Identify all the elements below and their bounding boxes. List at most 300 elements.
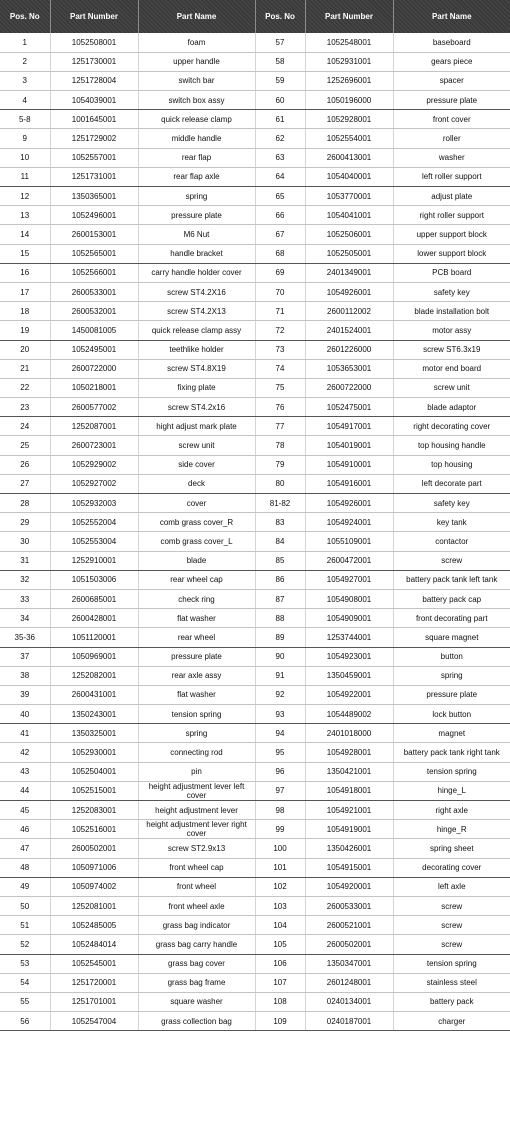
cell-part-name-right: front cover	[393, 110, 510, 129]
cell-pos-no-left: 26	[0, 455, 50, 474]
cell-part-name-right: gears piece	[393, 52, 510, 71]
cell-part-number-left: 1252082001	[50, 666, 138, 685]
cell-part-name-right: safety key	[393, 282, 510, 301]
cell-part-number-left: 1050218001	[50, 378, 138, 397]
cell-pos-no-left: 13	[0, 206, 50, 225]
cell-part-number-left: 1054039001	[50, 91, 138, 110]
cell-pos-no-left: 23	[0, 398, 50, 417]
cell-part-name-left: teethlike holder	[138, 340, 255, 359]
cell-part-number-right: 2600722000	[305, 378, 393, 397]
table-row	[0, 877, 510, 896]
cell-pos-no-left: 2	[0, 52, 50, 71]
table-row	[0, 743, 510, 762]
cell-pos-no-left: 28	[0, 494, 50, 513]
cell-part-number-right: 1054921001	[305, 801, 393, 820]
cell-pos-no-right: 93	[255, 705, 305, 724]
table-row	[0, 398, 510, 417]
cell-pos-no-left: 51	[0, 916, 50, 935]
cell-part-name-left: square washer	[138, 992, 255, 1011]
cell-pos-no-right: 58	[255, 52, 305, 71]
header-row	[0, 0, 510, 33]
cell-part-number-left: 1252910001	[50, 551, 138, 570]
cell-part-name-left: spring	[138, 724, 255, 743]
table-row	[0, 551, 510, 570]
cell-part-number-right: 1350421001	[305, 762, 393, 781]
cell-part-name-left: grass bag frame	[138, 973, 255, 992]
cell-part-name-left: switch bar	[138, 71, 255, 90]
table-row	[0, 992, 510, 1011]
cell-pos-no-left: 40	[0, 705, 50, 724]
table-row	[0, 148, 510, 167]
table-row	[0, 494, 510, 513]
cell-part-name-right: tension spring	[393, 954, 510, 973]
table-row	[0, 263, 510, 282]
cell-pos-no-left: 48	[0, 858, 50, 877]
cell-pos-no-left: 45	[0, 801, 50, 820]
cell-pos-no-right: 96	[255, 762, 305, 781]
cell-pos-no-right: 76	[255, 398, 305, 417]
cell-part-name-right: spring sheet	[393, 839, 510, 858]
cell-pos-no-left: 34	[0, 609, 50, 628]
cell-part-number-right: 2401018000	[305, 724, 393, 743]
cell-pos-no-right: 64	[255, 167, 305, 186]
cell-pos-no-right: 70	[255, 282, 305, 301]
cell-part-number-left: 1050974002	[50, 877, 138, 896]
cell-pos-no-left: 27	[0, 474, 50, 493]
cell-part-number-right: 1055109001	[305, 532, 393, 551]
cell-part-name-left: middle handle	[138, 129, 255, 148]
table-row	[0, 378, 510, 397]
cell-pos-no-right: 84	[255, 532, 305, 551]
table-row	[0, 225, 510, 244]
cell-pos-no-right: 66	[255, 206, 305, 225]
cell-part-number-left: 1052485005	[50, 916, 138, 935]
cell-part-number-right: 1054916001	[305, 474, 393, 493]
cell-part-number-right: 1050196000	[305, 91, 393, 110]
cell-part-number-left: 1052566001	[50, 263, 138, 282]
cell-pos-no-right: 71	[255, 302, 305, 321]
cell-pos-no-left: 19	[0, 321, 50, 340]
cell-pos-no-left: 14	[0, 225, 50, 244]
cell-part-number-left: 1052552004	[50, 513, 138, 532]
cell-pos-no-right: 100	[255, 839, 305, 858]
cell-part-name-left: handle bracket	[138, 244, 255, 263]
cell-part-name-left: screw unit	[138, 436, 255, 455]
cell-part-name-right: screw unit	[393, 378, 510, 397]
cell-part-name-left: quick release clamp assy	[138, 321, 255, 340]
cell-pos-no-left: 5-8	[0, 110, 50, 129]
cell-pos-no-right: 106	[255, 954, 305, 973]
cell-part-number-left: 1052515001	[50, 781, 138, 800]
cell-part-name-right: roller	[393, 129, 510, 148]
cell-part-name-left: side cover	[138, 455, 255, 474]
table-row	[0, 532, 510, 551]
cell-part-name-right: right decorating cover	[393, 417, 510, 436]
cell-part-number-left: 1052495001	[50, 340, 138, 359]
cell-pos-no-right: 85	[255, 551, 305, 570]
cell-pos-no-left: 41	[0, 724, 50, 743]
cell-pos-no-left: 1	[0, 33, 50, 52]
table-row	[0, 839, 510, 858]
table-row	[0, 609, 510, 628]
cell-part-name-right: left roller support	[393, 167, 510, 186]
cell-part-number-left: 2600722000	[50, 359, 138, 378]
cell-pos-no-left: 52	[0, 935, 50, 954]
cell-part-name-left: switch box assy	[138, 91, 255, 110]
cell-part-name-right: lower support block	[393, 244, 510, 263]
cell-pos-no-left: 10	[0, 148, 50, 167]
cell-pos-no-right: 105	[255, 935, 305, 954]
cell-part-number-right: 1052475001	[305, 398, 393, 417]
cell-part-name-left: pin	[138, 762, 255, 781]
cell-part-name-right: decorating cover	[393, 858, 510, 877]
cell-part-name-right: hinge_L	[393, 781, 510, 800]
table-row	[0, 570, 510, 589]
cell-pos-no-right: 107	[255, 973, 305, 992]
cell-part-name-right: front decorating part	[393, 609, 510, 628]
cell-part-number-left: 2600723001	[50, 436, 138, 455]
table-header	[0, 0, 510, 33]
cell-pos-no-right: 89	[255, 628, 305, 647]
cell-part-name-left: rear wheel	[138, 628, 255, 647]
cell-part-name-left: screw ST4.2x16	[138, 398, 255, 417]
table-row	[0, 935, 510, 954]
cell-part-number-left: 2600431001	[50, 685, 138, 704]
header-pos-no-right: Pos. No	[255, 0, 305, 33]
cell-part-number-left: 1052557001	[50, 148, 138, 167]
cell-pos-no-right: 97	[255, 781, 305, 800]
cell-pos-no-left: 35-36	[0, 628, 50, 647]
cell-part-number-right: 1053653001	[305, 359, 393, 378]
cell-part-number-left: 1052496001	[50, 206, 138, 225]
cell-part-name-left: upper handle	[138, 52, 255, 71]
cell-part-number-left: 1052565001	[50, 244, 138, 263]
cell-pos-no-right: 90	[255, 647, 305, 666]
cell-pos-no-left: 4	[0, 91, 50, 110]
cell-part-name-right: screw	[393, 916, 510, 935]
cell-part-name-right: charger	[393, 1012, 510, 1031]
cell-part-name-right: blade installation bolt	[393, 302, 510, 321]
cell-part-number-right: 1054917001	[305, 417, 393, 436]
cell-part-name-left: spring	[138, 187, 255, 206]
cell-part-number-left: 1251731001	[50, 167, 138, 186]
cell-part-name-right: screw	[393, 935, 510, 954]
cell-part-name-left: screw ST4.2X16	[138, 282, 255, 301]
table-row	[0, 52, 510, 71]
cell-part-number-right: 1054915001	[305, 858, 393, 877]
cell-pos-no-right: 62	[255, 129, 305, 148]
cell-part-name-right: screw ST6.3x19	[393, 340, 510, 359]
cell-pos-no-right: 92	[255, 685, 305, 704]
table-row	[0, 973, 510, 992]
cell-pos-no-right: 98	[255, 801, 305, 820]
cell-part-name-left: grass collection bag	[138, 1012, 255, 1031]
table-row	[0, 417, 510, 436]
cell-part-number-right: 0240187001	[305, 1012, 393, 1031]
cell-part-number-left: 1052504001	[50, 762, 138, 781]
table-row	[0, 91, 510, 110]
cell-part-number-left: 1251720001	[50, 973, 138, 992]
cell-part-number-left: 1052545001	[50, 954, 138, 973]
cell-pos-no-right: 83	[255, 513, 305, 532]
table-row	[0, 513, 510, 532]
cell-part-number-right: 1054918001	[305, 781, 393, 800]
cell-pos-no-right: 101	[255, 858, 305, 877]
cell-pos-no-right: 75	[255, 378, 305, 397]
cell-pos-no-right: 60	[255, 91, 305, 110]
cell-part-number-left: 1251729002	[50, 129, 138, 148]
cell-part-number-right: 2600502001	[305, 935, 393, 954]
cell-part-number-right: 1054920001	[305, 877, 393, 896]
cell-part-number-left: 1052516001	[50, 820, 138, 839]
cell-pos-no-right: 99	[255, 820, 305, 839]
table-row	[0, 321, 510, 340]
cell-part-name-right: battery pack tank left tank	[393, 570, 510, 589]
cell-part-number-right: 1054040001	[305, 167, 393, 186]
cell-part-name-left: tension spring	[138, 705, 255, 724]
cell-pos-no-right: 77	[255, 417, 305, 436]
cell-part-number-left: 1052547004	[50, 1012, 138, 1031]
cell-part-name-right: safety key	[393, 494, 510, 513]
cell-part-name-right: blade adaptor	[393, 398, 510, 417]
cell-part-name-right: battery pack cap	[393, 589, 510, 608]
header-pos-no-left: Pos. No	[0, 0, 50, 33]
table-row	[0, 685, 510, 704]
cell-part-name-right: button	[393, 647, 510, 666]
header-part-name-right: Part Name	[393, 0, 510, 33]
cell-pos-no-right: 108	[255, 992, 305, 1011]
cell-part-number-right: 1054908001	[305, 589, 393, 608]
cell-part-number-left: 2600533001	[50, 282, 138, 301]
cell-part-name-right: top housing	[393, 455, 510, 474]
cell-part-name-left: rear axle assy	[138, 666, 255, 685]
cell-part-name-left: flat washer	[138, 685, 255, 704]
cell-part-name-left: blade	[138, 551, 255, 570]
cell-part-number-right: 1054922001	[305, 685, 393, 704]
cell-pos-no-right: 88	[255, 609, 305, 628]
cell-part-number-right: 1054910001	[305, 455, 393, 474]
cell-part-number-right: 1053770001	[305, 187, 393, 206]
cell-pos-no-left: 39	[0, 685, 50, 704]
cell-pos-no-right: 65	[255, 187, 305, 206]
cell-part-name-right: magnet	[393, 724, 510, 743]
table-row	[0, 724, 510, 743]
cell-pos-no-right: 81-82	[255, 494, 305, 513]
cell-part-name-right: hinge_R	[393, 820, 510, 839]
cell-part-number-right: 1253744001	[305, 628, 393, 647]
table-row	[0, 820, 510, 839]
cell-part-name-left: pressure plate	[138, 647, 255, 666]
table-row	[0, 436, 510, 455]
cell-pos-no-left: 46	[0, 820, 50, 839]
cell-part-name-right: key tank	[393, 513, 510, 532]
cell-part-number-left: 1252081001	[50, 896, 138, 915]
cell-part-number-right: 2601248001	[305, 973, 393, 992]
cell-part-number-left: 2600428001	[50, 609, 138, 628]
cell-part-number-left: 2600532001	[50, 302, 138, 321]
table-row	[0, 896, 510, 915]
cell-part-name-right: right axle	[393, 801, 510, 820]
cell-pos-no-left: 21	[0, 359, 50, 378]
cell-pos-no-left: 56	[0, 1012, 50, 1031]
table-row	[0, 244, 510, 263]
table-row	[0, 167, 510, 186]
cell-pos-no-right: 80	[255, 474, 305, 493]
cell-pos-no-left: 43	[0, 762, 50, 781]
cell-part-number-right: 1054909001	[305, 609, 393, 628]
cell-part-name-left: check ring	[138, 589, 255, 608]
table-row	[0, 33, 510, 52]
table-row	[0, 1012, 510, 1031]
cell-part-number-left: 1251730001	[50, 52, 138, 71]
cell-pos-no-left: 49	[0, 877, 50, 896]
cell-pos-no-right: 87	[255, 589, 305, 608]
cell-pos-no-right: 78	[255, 436, 305, 455]
cell-part-name-right: tension spring	[393, 762, 510, 781]
cell-part-number-right: 2600533001	[305, 896, 393, 915]
table-row	[0, 666, 510, 685]
cell-part-number-left: 1050969001	[50, 647, 138, 666]
cell-part-number-left: 1052932003	[50, 494, 138, 513]
table-row	[0, 282, 510, 301]
table-row	[0, 801, 510, 820]
table-row	[0, 647, 510, 666]
table-row	[0, 762, 510, 781]
cell-part-name-left: pressure plate	[138, 206, 255, 225]
cell-part-number-right: 2601226000	[305, 340, 393, 359]
cell-pos-no-right: 61	[255, 110, 305, 129]
cell-part-number-right: 1054926001	[305, 282, 393, 301]
cell-part-name-right: pressure plate	[393, 685, 510, 704]
cell-pos-no-right: 67	[255, 225, 305, 244]
cell-part-name-left: grass bag cover	[138, 954, 255, 973]
table-row	[0, 474, 510, 493]
cell-pos-no-left: 54	[0, 973, 50, 992]
cell-pos-no-left: 53	[0, 954, 50, 973]
cell-part-name-left: front wheel cap	[138, 858, 255, 877]
cell-part-number-left: 1052484014	[50, 935, 138, 954]
cell-pos-no-left: 31	[0, 551, 50, 570]
table-row	[0, 110, 510, 129]
cell-part-number-left: 1252087001	[50, 417, 138, 436]
cell-pos-no-right: 63	[255, 148, 305, 167]
cell-pos-no-left: 12	[0, 187, 50, 206]
table-row	[0, 340, 510, 359]
table-row	[0, 589, 510, 608]
header-part-name-left: Part Name	[138, 0, 255, 33]
header-part-number-right: Part Number	[305, 0, 393, 33]
cell-part-name-right: adjust plate	[393, 187, 510, 206]
cell-part-name-left: quick release clamp	[138, 110, 255, 129]
cell-part-number-left: 2600153001	[50, 225, 138, 244]
cell-part-number-left: 1052553004	[50, 532, 138, 551]
cell-part-number-right: 2401524001	[305, 321, 393, 340]
table-row	[0, 455, 510, 474]
cell-part-name-left: fixing plate	[138, 378, 255, 397]
cell-part-number-left: 1252083001	[50, 801, 138, 820]
cell-part-number-right: 1052928001	[305, 110, 393, 129]
table-row	[0, 858, 510, 877]
cell-part-number-left: 2600577002	[50, 398, 138, 417]
cell-part-number-right: 1054919001	[305, 820, 393, 839]
cell-part-name-left: M6 Nut	[138, 225, 255, 244]
cell-part-number-left: 2600685001	[50, 589, 138, 608]
table-row	[0, 129, 510, 148]
cell-part-name-left: rear wheel cap	[138, 570, 255, 589]
cell-part-name-right: left axle	[393, 877, 510, 896]
cell-part-number-left: 1052927002	[50, 474, 138, 493]
cell-part-number-right: 1054924001	[305, 513, 393, 532]
cell-pos-no-right: 72	[255, 321, 305, 340]
cell-part-name-right: spacer	[393, 71, 510, 90]
cell-part-name-left: grass bag indicator	[138, 916, 255, 935]
cell-part-name-left: hight adjust mark plate	[138, 417, 255, 436]
cell-pos-no-left: 33	[0, 589, 50, 608]
cell-part-name-left: height adjustment lever left cover	[138, 781, 255, 800]
cell-part-number-left: 1052508001	[50, 33, 138, 52]
cell-part-name-right: stainless steel	[393, 973, 510, 992]
cell-pos-no-left: 20	[0, 340, 50, 359]
cell-part-number-right: 2600112002	[305, 302, 393, 321]
cell-pos-no-right: 57	[255, 33, 305, 52]
cell-pos-no-left: 29	[0, 513, 50, 532]
cell-part-number-left: 1350243001	[50, 705, 138, 724]
cell-part-number-left: 1052930001	[50, 743, 138, 762]
cell-part-number-left: 1251701001	[50, 992, 138, 1011]
cell-part-name-left: deck	[138, 474, 255, 493]
cell-part-name-left: flat washer	[138, 609, 255, 628]
cell-part-name-left: carry handle holder cover	[138, 263, 255, 282]
table-row	[0, 628, 510, 647]
cell-pos-no-right: 91	[255, 666, 305, 685]
cell-part-name-left: grass bag carry handle	[138, 935, 255, 954]
cell-part-number-right: 1054927001	[305, 570, 393, 589]
cell-part-number-left: 1251728004	[50, 71, 138, 90]
cell-pos-no-right: 68	[255, 244, 305, 263]
cell-part-number-right: 0240134001	[305, 992, 393, 1011]
cell-pos-no-right: 69	[255, 263, 305, 282]
table-row	[0, 71, 510, 90]
cell-part-number-right: 1350426001	[305, 839, 393, 858]
cell-part-name-left: screw ST4.8X19	[138, 359, 255, 378]
table-row	[0, 916, 510, 935]
cell-part-number-right: 1054489002	[305, 705, 393, 724]
cell-pos-no-right: 94	[255, 724, 305, 743]
header-part-number-left: Part Number	[50, 0, 138, 33]
cell-part-name-right: pressure plate	[393, 91, 510, 110]
cell-part-name-right: square magnet	[393, 628, 510, 647]
cell-part-number-right: 1054923001	[305, 647, 393, 666]
cell-part-name-left: screw ST2.9x13	[138, 839, 255, 858]
cell-part-number-right: 1052506001	[305, 225, 393, 244]
cell-pos-no-right: 73	[255, 340, 305, 359]
cell-pos-no-right: 59	[255, 71, 305, 90]
cell-part-name-left: front wheel axle	[138, 896, 255, 915]
table-row	[0, 359, 510, 378]
cell-part-name-right: battery pack	[393, 992, 510, 1011]
cell-part-name-right: baseboard	[393, 33, 510, 52]
cell-pos-no-left: 55	[0, 992, 50, 1011]
cell-pos-no-left: 44	[0, 781, 50, 800]
cell-pos-no-left: 3	[0, 71, 50, 90]
cell-part-number-left: 1350365001	[50, 187, 138, 206]
cell-part-name-right: screw	[393, 551, 510, 570]
cell-part-number-right: 1054019001	[305, 436, 393, 455]
cell-part-name-right: motor end board	[393, 359, 510, 378]
cell-part-name-right: battery pack tank right tank	[393, 743, 510, 762]
cell-part-name-left: front wheel	[138, 877, 255, 896]
table-row	[0, 206, 510, 225]
